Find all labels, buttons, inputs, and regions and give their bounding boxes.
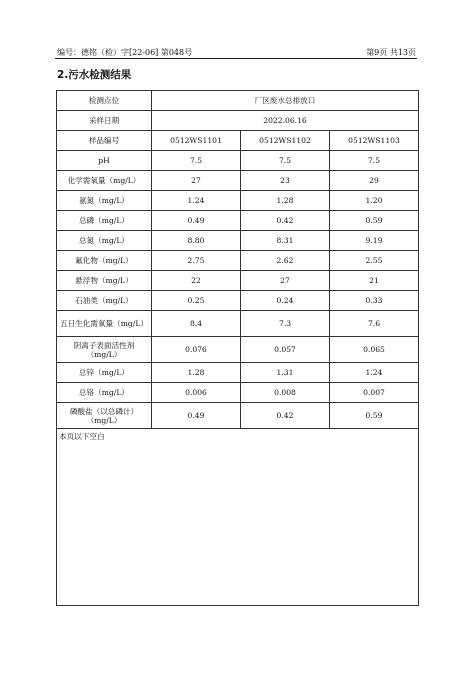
result-value: 0.49 bbox=[152, 403, 241, 429]
location-label: 检测点位 bbox=[57, 91, 152, 111]
table-row bbox=[57, 231, 419, 251]
header-divider bbox=[55, 58, 417, 59]
wastewater-results-table bbox=[56, 90, 419, 606]
result-value: 0.076 bbox=[152, 337, 241, 363]
date-label: 采样日期 bbox=[57, 111, 152, 131]
result-value: 2.55 bbox=[330, 251, 419, 271]
result-value: 27 bbox=[241, 271, 330, 291]
sample-id: 0512WS1102 bbox=[241, 131, 330, 151]
page-info: 第9页 共13页 bbox=[366, 48, 416, 57]
sample-id: 0512WS1103 bbox=[330, 131, 419, 151]
result-value: 1.20 bbox=[330, 191, 419, 211]
parameter-name: 总氮（mg/L） bbox=[57, 231, 152, 251]
result-value: 8.31 bbox=[241, 231, 330, 251]
result-value: 0.065 bbox=[330, 337, 419, 363]
table-row bbox=[57, 403, 419, 429]
result-value: 0.42 bbox=[241, 403, 330, 429]
sample-row bbox=[57, 131, 419, 151]
result-value: 0.59 bbox=[330, 211, 419, 231]
sample-id: 0512WS1101 bbox=[152, 131, 241, 151]
result-value: 1.31 bbox=[241, 363, 330, 383]
table-row bbox=[57, 311, 419, 337]
location-row bbox=[57, 91, 419, 111]
location-value: 厂区废水总排放口 bbox=[152, 91, 419, 111]
table-row bbox=[57, 211, 419, 231]
result-value: 1.24 bbox=[330, 363, 419, 383]
result-value: 2.62 bbox=[241, 251, 330, 271]
blank-remainder-row bbox=[57, 429, 419, 606]
table-row bbox=[57, 383, 419, 403]
result-value: 0.49 bbox=[152, 211, 241, 231]
table-row bbox=[57, 271, 419, 291]
result-value: 0.057 bbox=[241, 337, 330, 363]
result-value: 29 bbox=[330, 171, 419, 191]
result-value: 7.5 bbox=[241, 151, 330, 171]
result-value: 7.6 bbox=[330, 311, 419, 337]
result-value: 27 bbox=[152, 171, 241, 191]
table-row bbox=[57, 337, 419, 363]
parameter-name: 总铬（mg/L） bbox=[57, 383, 152, 403]
result-value: 1.28 bbox=[152, 363, 241, 383]
result-value: 0.25 bbox=[152, 291, 241, 311]
result-value: 0.24 bbox=[241, 291, 330, 311]
result-value: 7.3 bbox=[241, 311, 330, 337]
parameter-name: 磷酸盐（以总磷计）（mg/L） bbox=[57, 403, 152, 429]
date-row bbox=[57, 111, 419, 131]
result-value: 7.5 bbox=[152, 151, 241, 171]
footer-note: 本页以下空白 bbox=[57, 429, 419, 606]
result-value: 0.42 bbox=[241, 211, 330, 231]
table-row bbox=[57, 251, 419, 271]
result-value: 0.008 bbox=[241, 383, 330, 403]
result-value: 7.5 bbox=[330, 151, 419, 171]
parameter-name: 总磷（mg/L） bbox=[57, 211, 152, 231]
parameter-name: 化学需氧量（mg/L） bbox=[57, 171, 152, 191]
result-value: 9.19 bbox=[330, 231, 419, 251]
parameter-name: 五日生化需氧量（mg/L） bbox=[57, 311, 152, 337]
result-value: 2.75 bbox=[152, 251, 241, 271]
result-value: 8.4 bbox=[152, 311, 241, 337]
date-value: 2022.06.16 bbox=[152, 111, 419, 131]
result-value: 21 bbox=[330, 271, 419, 291]
result-value: 1.28 bbox=[241, 191, 330, 211]
parameter-name: 氨氮（mg/L） bbox=[57, 191, 152, 211]
table-row bbox=[57, 291, 419, 311]
result-value: 1.24 bbox=[152, 191, 241, 211]
parameter-name: 石油类（mg/L） bbox=[57, 291, 152, 311]
result-value: 22 bbox=[152, 271, 241, 291]
result-value: 23 bbox=[241, 171, 330, 191]
table-row bbox=[57, 171, 419, 191]
result-value: 8.80 bbox=[152, 231, 241, 251]
table-row bbox=[57, 151, 419, 171]
parameter-name: 氟化物（mg/L） bbox=[57, 251, 152, 271]
sample-label: 样品编号 bbox=[57, 131, 152, 151]
result-value: 0.006 bbox=[152, 383, 241, 403]
result-value: 0.59 bbox=[330, 403, 419, 429]
parameter-name: 阴离子表面活性剂（mg/L） bbox=[57, 337, 152, 363]
parameter-name: 总锌（mg/L） bbox=[57, 363, 152, 383]
report-number: 编号：德铭（检）字[22-06] 第048号 bbox=[57, 48, 193, 57]
parameter-name: pH bbox=[57, 151, 152, 171]
table-row bbox=[57, 363, 419, 383]
parameter-name: 悬浮物（mg/L） bbox=[57, 271, 152, 291]
result-value: 0.007 bbox=[330, 383, 419, 403]
section-title: 2.污水检测结果 bbox=[57, 69, 132, 81]
table-row bbox=[57, 191, 419, 211]
result-value: 0.33 bbox=[330, 291, 419, 311]
